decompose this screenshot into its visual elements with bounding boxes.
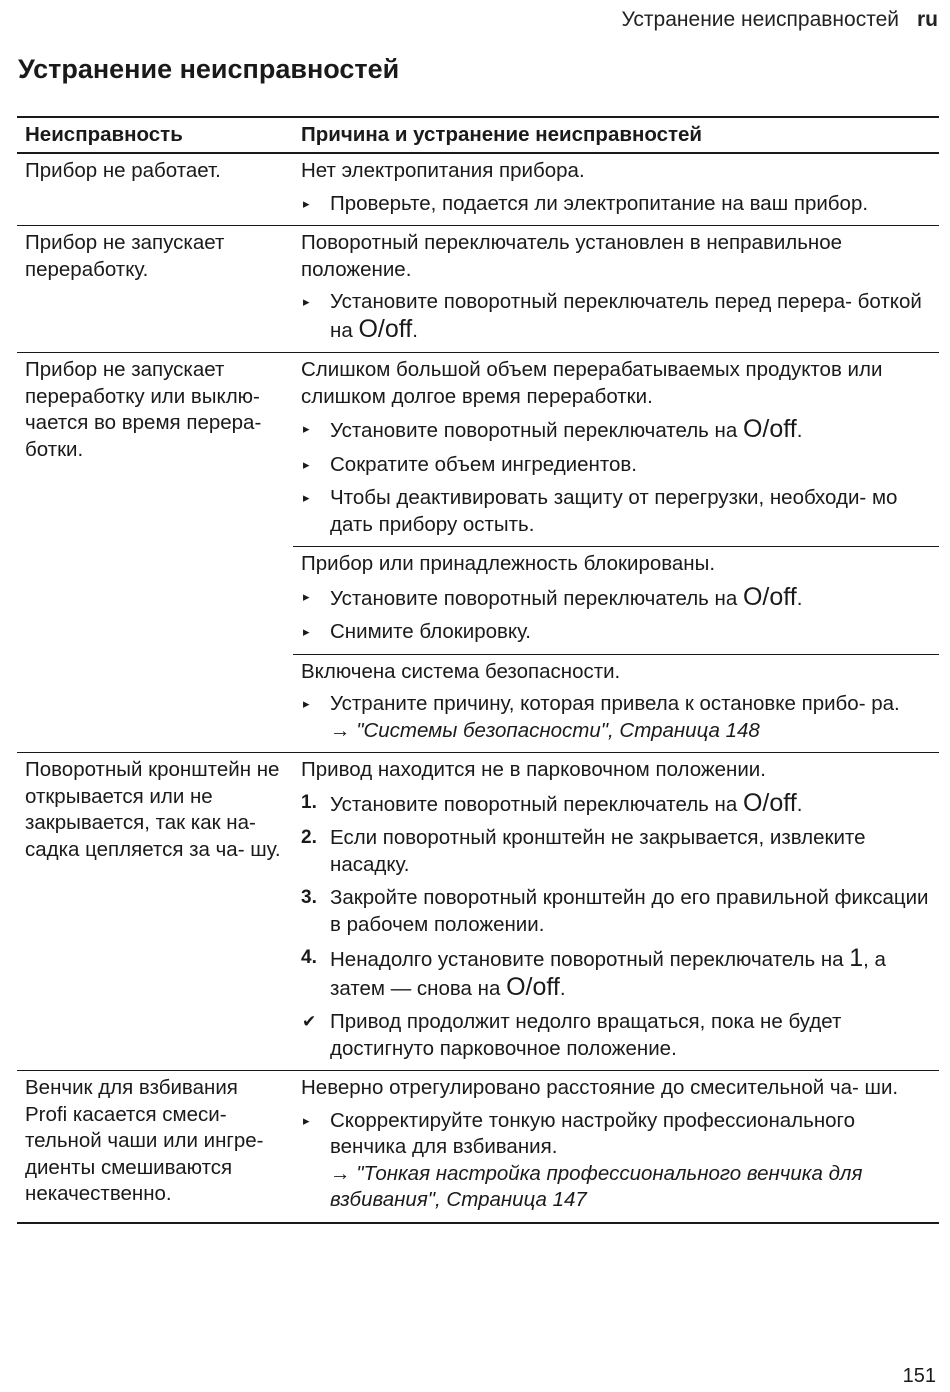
step-text-end: . — [796, 586, 803, 610]
off-position-symbol: O/off — [358, 314, 413, 343]
step-text-end: . — [559, 976, 566, 1000]
cause-block — [293, 546, 939, 654]
table-row — [17, 226, 939, 353]
arrow-right-icon: → — [330, 718, 351, 742]
step-text: Ненадолго установите поворотный переключатель на — [330, 948, 844, 971]
step-text: Установите поворотный переключатель перед перера- боткой на — [330, 290, 922, 342]
cross-reference[interactable] — [330, 719, 760, 742]
cause-text: Неверно отрегулировано расстояние до смесительной ча- ши. — [301, 1076, 899, 1099]
step-text: Скорректируйте тонкую настройку профессионального венчика для взбивания. — [330, 1108, 855, 1158]
cause-text: Поворотный переключатель установлен в неправильное положение. — [301, 231, 843, 281]
step-text: Чтобы деактивировать защиту от перегрузки, необходи- мо дать прибору остыть. — [330, 486, 898, 536]
cause-block — [293, 1071, 939, 1222]
cause-text: Слишком большой объем перерабатываемых продуктов или слишком долгое время переработки. — [301, 358, 883, 408]
cross-reference[interactable] — [330, 1162, 862, 1212]
instruction-step — [301, 1108, 933, 1214]
triangle-bullet-icon: ▸ — [303, 624, 310, 639]
off-position-symbol: O/off — [742, 788, 797, 817]
table-row — [17, 153, 939, 226]
step-text: Устраните причину, которая привела к остановке прибо- ра. — [330, 692, 900, 715]
cause-text: Прибор или принадлежность блокированы. — [301, 552, 716, 575]
table-row — [17, 1071, 939, 1223]
fault-cell: Прибор не запускает переработку или выклю- чается во время перера- ботки. — [17, 353, 293, 753]
language-code: ru — [917, 8, 938, 31]
column-header-cause: Причина и устранение неисправностей — [293, 117, 939, 153]
numbered-step — [301, 945, 933, 1002]
step-number: 4. — [301, 947, 317, 968]
instruction-step — [301, 452, 933, 479]
numbered-step — [301, 825, 933, 878]
triangle-bullet-icon: ▸ — [303, 456, 310, 472]
step-text-end: . — [412, 318, 418, 342]
cause-text: Нет электропитания прибора. — [301, 159, 585, 182]
instruction-step — [301, 416, 933, 445]
off-position-symbol: O/off — [742, 415, 797, 443]
table-header-row — [17, 117, 939, 153]
check-icon: ✔ — [302, 1012, 317, 1031]
page-number: 151 — [902, 1365, 936, 1387]
cause-cell — [293, 353, 939, 753]
cause-block — [293, 654, 939, 753]
column-header-fault: Неисправность — [17, 117, 293, 153]
triangle-bullet-icon: ▸ — [303, 421, 310, 436]
step-text: Закройте поворотный кронштейн до его правильной фиксации в рабочем положении. — [330, 886, 929, 936]
table-row — [17, 753, 939, 1071]
triangle-bullet-icon: ▸ — [303, 195, 310, 211]
fault-cell: Венчик для взбивания Profi касается смеси- тельной чаши или ингре- диенты смешиваются некачественно. — [17, 1071, 293, 1223]
cause-cell — [293, 226, 939, 353]
fault-cell: Поворотный кронштейн не открывается или не закрывается, так как на- садка цепляется за ча- шу. — [17, 753, 293, 1071]
result-text: Привод продолжит недолго вращаться, пока не будет достигнуто парковочное положение. — [330, 1010, 842, 1060]
instruction-step — [301, 691, 933, 744]
step-number: 3. — [301, 887, 317, 908]
step-text-mid: , а затем — снова на — [330, 948, 886, 1000]
step-text: Установите поворотный переключатель на — [330, 792, 738, 816]
step-text-end: . — [796, 792, 803, 816]
position-one-symbol: 1 — [849, 944, 864, 972]
cause-cell — [293, 153, 939, 226]
instruction-step — [301, 191, 933, 218]
step-text: Проверьте, подается ли электропитание на ваш прибор. — [330, 191, 869, 215]
step-text: Снимите блокировку. — [330, 620, 531, 643]
cause-text: Привод находится не в парковочном положении. — [301, 758, 766, 781]
running-header-title: Устранение неисправностей — [621, 8, 899, 31]
step-text: Если поворотный кронштейн не закрывается, извлеките насадку. — [330, 826, 866, 876]
instruction-step — [301, 485, 933, 538]
instruction-step — [301, 584, 933, 613]
step-number: 2. — [301, 827, 317, 848]
fault-cell: Прибор не работает. — [17, 153, 293, 226]
fault-cell: Прибор не запускает переработку. — [17, 226, 293, 353]
numbered-step — [301, 790, 933, 819]
instruction-step — [301, 619, 933, 646]
triangle-bullet-icon: ▸ — [303, 588, 310, 604]
running-header — [622, 8, 939, 32]
cross-reference-text: "Тонкая настройка профессионального венчика для взбивания", Страница 147 — [330, 1161, 863, 1211]
cause-block — [293, 154, 939, 225]
page-title: Устранение неисправностей — [18, 54, 400, 84]
step-text: Сократите объем ингредиентов. — [330, 452, 637, 476]
step-text: Установите поворотный переключатель на — [330, 419, 738, 442]
cause-text: Включена система безопасности. — [301, 659, 621, 683]
step-number: 1. — [301, 791, 317, 813]
step-text: Установите поворотный переключатель на — [330, 586, 738, 610]
triangle-bullet-icon: ▸ — [303, 696, 310, 711]
triangle-bullet-icon: ▸ — [303, 1112, 310, 1128]
cross-reference-text: "Системы безопасности", Страница 148 — [356, 718, 760, 742]
cause-block — [293, 753, 939, 1070]
off-position-symbol: O/off — [742, 582, 797, 611]
numbered-step — [301, 885, 933, 938]
troubleshooting-table — [17, 116, 939, 1224]
cause-cell — [293, 1071, 939, 1223]
step-text-end: . — [796, 419, 803, 442]
instruction-step — [301, 289, 933, 344]
cause-block — [293, 353, 939, 546]
table-row — [17, 353, 939, 753]
arrow-right-icon: → — [330, 1161, 351, 1185]
result-step — [301, 1009, 933, 1062]
off-position-symbol: O/off — [506, 972, 560, 1001]
triangle-bullet-icon: ▸ — [303, 490, 310, 505]
triangle-bullet-icon: ▸ — [303, 294, 310, 309]
cause-cell — [293, 753, 939, 1071]
cause-block — [293, 226, 939, 352]
